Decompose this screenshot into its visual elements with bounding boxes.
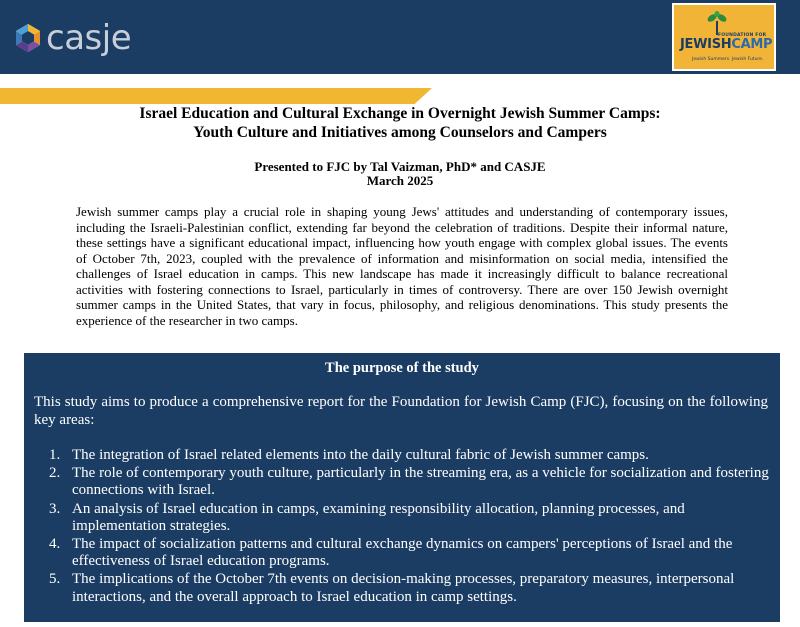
casje-logo-text: casje	[46, 18, 132, 58]
list-item	[34, 501, 770, 535]
fjc-logo-tagline: Jewish Summers. Jewish Future.	[692, 57, 764, 62]
fjc-logo	[672, 3, 776, 71]
title-line-2: Youth Culture and Initiatives among Counselors and Campers	[193, 124, 607, 141]
fjc-logo-main-text	[680, 37, 772, 52]
list-item-number: 2.	[49, 465, 61, 482]
fjc-logo-jewish: JEWISH	[680, 37, 732, 52]
fjc-logo-small-text: FOUNDATION FOR	[718, 33, 767, 38]
list-item-text: The impact of socialization patterns and cultural exchange dynamics on campers' perceptions of Israel and the effectiveness of Israel education programs.	[72, 536, 733, 570]
casje-logo	[14, 18, 131, 58]
list-item	[34, 536, 770, 570]
hexagon-ring-logo-icon	[14, 23, 42, 53]
list-item-number: 1.	[49, 447, 61, 463]
presented-line-1: Presented to FJC by Tal Vaizman, PhD* and CASJE	[254, 159, 546, 174]
presented-date: March 2025	[366, 173, 434, 188]
list-item	[34, 447, 770, 464]
list-item	[34, 571, 770, 605]
list-item-text: An analysis of Israel education in camps, examining responsibility allocation, planning processes, and implementation strategies.	[72, 500, 685, 534]
fjc-logo-camp: CAMP	[731, 37, 773, 52]
list-item-text: The integration of Israel related elements into the daily cultural fabric of Jewish summer camps.	[72, 447, 649, 463]
purpose-intro: This study aims to produce a comprehensive report for the Foundation for Jewish Camp (FJC), focusing on the following key areas:	[34, 394, 768, 428]
purpose-heading: The purpose of the study	[325, 360, 479, 376]
list-item-number: 5.	[49, 571, 61, 588]
list-item-text: The role of contemporary youth culture, particularly in the streaming era, as a vehicle for socialization and fostering connections with Israel.	[72, 465, 769, 499]
purpose-list	[34, 447, 770, 607]
sprout-icon	[706, 11, 728, 35]
presented-by	[40, 160, 760, 188]
header-banner	[0, 0, 800, 74]
list-item-number: 4.	[49, 536, 61, 553]
list-item-text: The implications of the October 7th events on decision-making processes, preparatory measures, interpersonal interactions, and the overall approach to Israel education in camp settings.	[72, 571, 735, 605]
title-line-1: Israel Education and Cultural Exchange in Overnight Jewish Summer Camps:	[139, 105, 661, 122]
accent-stripe	[0, 88, 432, 104]
intro-paragraph: Jewish summer camps play a crucial role in shaping young Jews' attitudes and understanding of contemporary issues, including the Israeli-Palestinian conflict, extending far beyond the celebration of traditions. Despite their informal nature, these settings have a significant educational impact, influencing how youth engage with complex global issues. The events of October 7th, 2023, coupled with the prevalence of information and misinformation on social media, intensified the challenges of Israel education in camps. This new landscape has made it increasingly difficult to balance recreational activities with fostering connections to Israel, particularly in times of controversy. There are over 150 Jewish overnight summer camps in the United States, that vary in focus, philosophy, and religious denominations. This study presents the experience of the researcher in two camps.	[76, 204, 728, 328]
list-item	[34, 465, 770, 499]
page-title	[40, 104, 760, 142]
purpose-section	[24, 353, 780, 622]
list-item-number: 3.	[49, 500, 61, 517]
